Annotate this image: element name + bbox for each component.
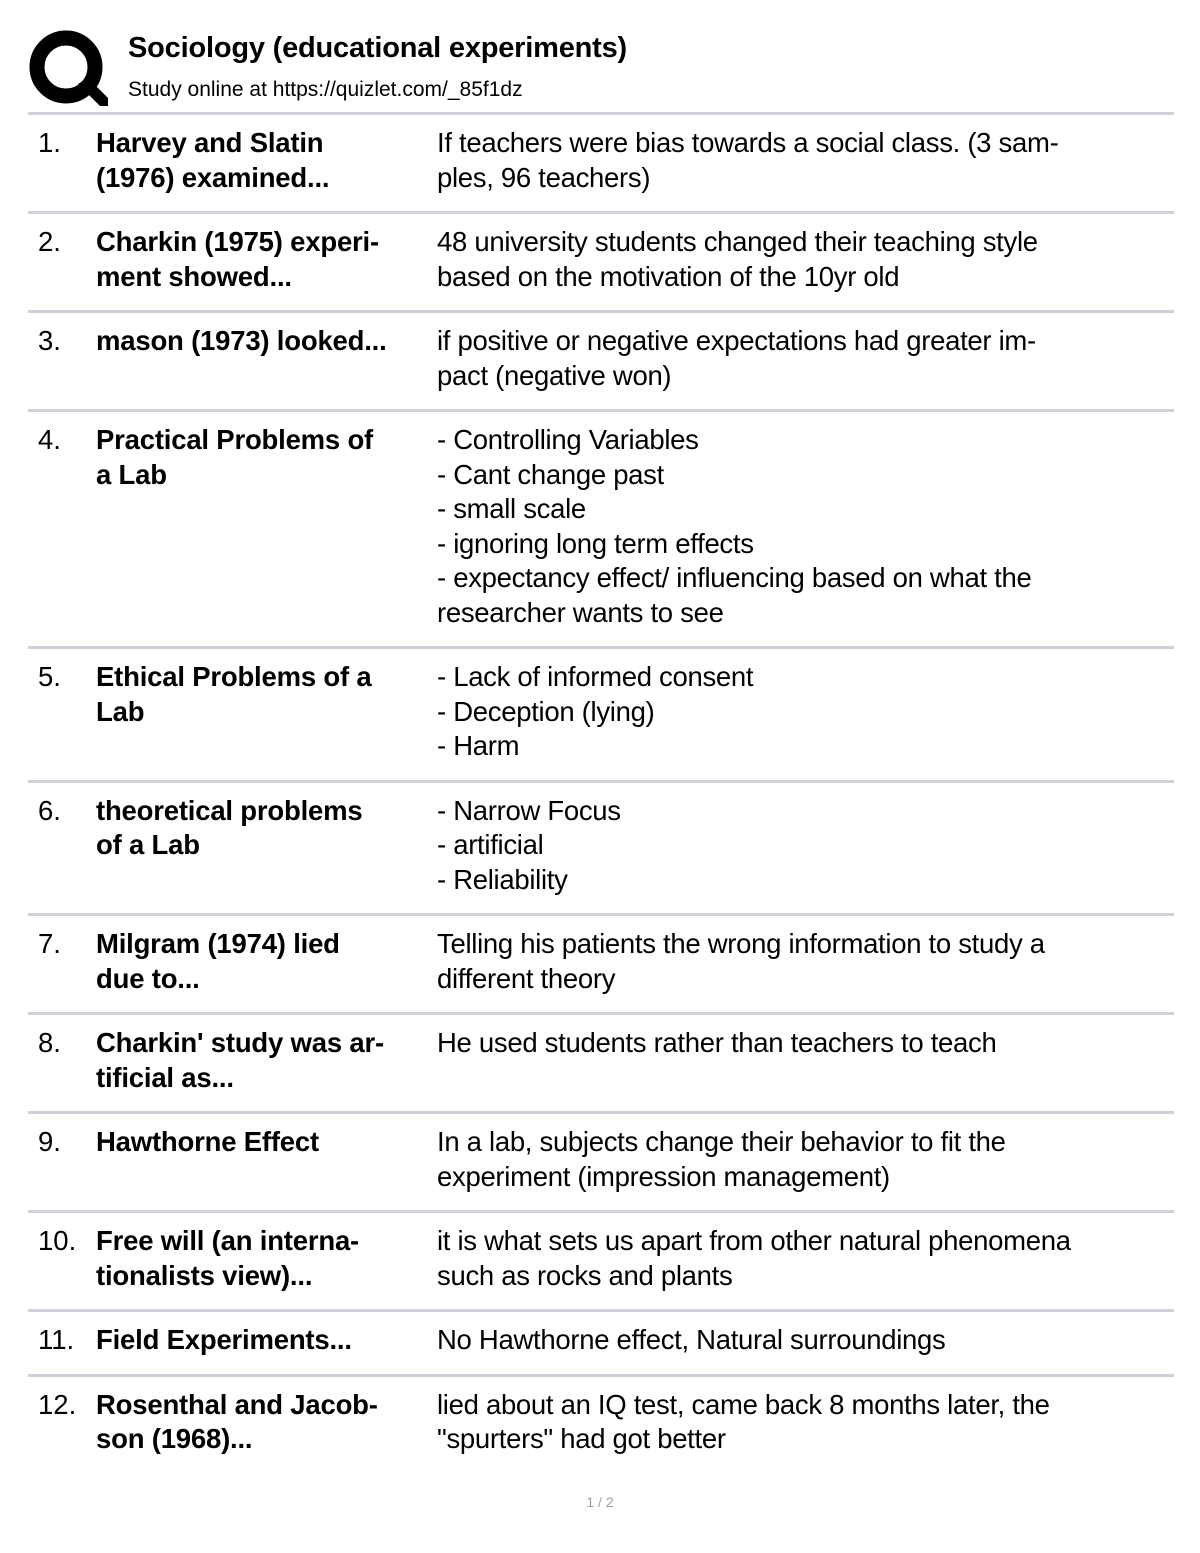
card-definition: 48 university students changed their teaching style based on the motivation of the 10yr old (437, 226, 1038, 292)
flashcard-row (28, 1210, 1174, 1309)
document-header (28, 28, 1178, 108)
document-title: Sociology (educational experiments) (128, 32, 627, 64)
card-term: Rosenthal and Jacob- son (1968)... (96, 1388, 378, 1454)
card-term: Field Experiments... (96, 1324, 352, 1355)
card-number: 3. (38, 325, 61, 356)
card-number: 11. (38, 1324, 75, 1355)
card-definition: If teachers were bias towards a social class. (3 sam- ples, 96 teachers) (437, 127, 1059, 193)
flashcard-row (28, 646, 1174, 780)
card-definition: No Hawthorne effect, Natural surroundings (437, 1324, 946, 1355)
card-definition: Telling his patients the wrong information to study a different theory (437, 928, 1045, 994)
flashcard-row (28, 409, 1174, 646)
card-definition: it is what sets us apart from other natural phenomena such as rocks and plants (437, 1225, 1071, 1291)
flashcard-row (28, 1374, 1174, 1473)
card-term: Charkin (1975) experi- ment showed... (96, 226, 379, 292)
card-definition: if positive or negative expectations had greater im- pact (negative won) (437, 325, 1036, 391)
card-number: 7. (38, 928, 61, 959)
card-definition: He used students rather than teachers to teach (437, 1027, 997, 1058)
card-term: Harvey and Slatin (1976) examined... (96, 127, 330, 193)
study-online-link[interactable]: Study online at https://quizlet.com/_85f1dz (128, 78, 523, 101)
card-number: 5. (38, 661, 61, 692)
card-definition: lied about an IQ test, came back 8 months later, the "spurters" had got better (437, 1388, 1050, 1454)
page-number: 1 / 2 (586, 1494, 614, 1510)
card-number: 9. (38, 1126, 61, 1157)
card-term: Milgram (1974) lied due to... (96, 928, 340, 994)
card-number: 8. (38, 1027, 61, 1058)
card-term: theoretical problems of a Lab (96, 794, 363, 860)
flashcard-row (28, 112, 1174, 211)
card-definition: - Controlling Variables - Cant change past - small scale - ignoring long term effects - expectancy effect/ influencing based on what the researcher wants to see (437, 424, 1032, 628)
card-definition: - Lack of informed consent - Deception (lying) - Harm (437, 661, 754, 761)
card-number: 12. (38, 1388, 77, 1420)
card-term: Practical Problems of a Lab (96, 424, 374, 490)
card-term: Charkin' study was ar- tificial as... (96, 1027, 384, 1093)
card-number: 1. (38, 127, 61, 158)
card-term: Hawthorne Effect (96, 1126, 319, 1157)
card-term: mason (1973) looked... (96, 325, 387, 356)
flashcard-row (28, 310, 1174, 409)
card-number: 6. (38, 794, 61, 826)
card-definition: In a lab, subjects change their behavior to fit the experiment (impression management) (437, 1126, 1006, 1192)
flashcard-row (28, 1111, 1174, 1210)
card-number: 2. (38, 226, 61, 257)
flashcard-row (28, 913, 1174, 1012)
card-term: Free will (an interna- tionalists view)... (96, 1225, 360, 1291)
card-number: 10. (38, 1225, 77, 1256)
flashcard-row (28, 780, 1174, 914)
flashcard-row (28, 1012, 1174, 1111)
flashcard-row (28, 1309, 1174, 1374)
flashcard-list (28, 112, 1174, 1473)
card-term: Ethical Problems of a Lab (96, 661, 372, 727)
flashcard-row (28, 211, 1174, 310)
quizlet-logo-icon (28, 28, 108, 108)
card-definition: - Narrow Focus - artificial - Reliability (437, 794, 621, 895)
card-number: 4. (38, 424, 61, 455)
